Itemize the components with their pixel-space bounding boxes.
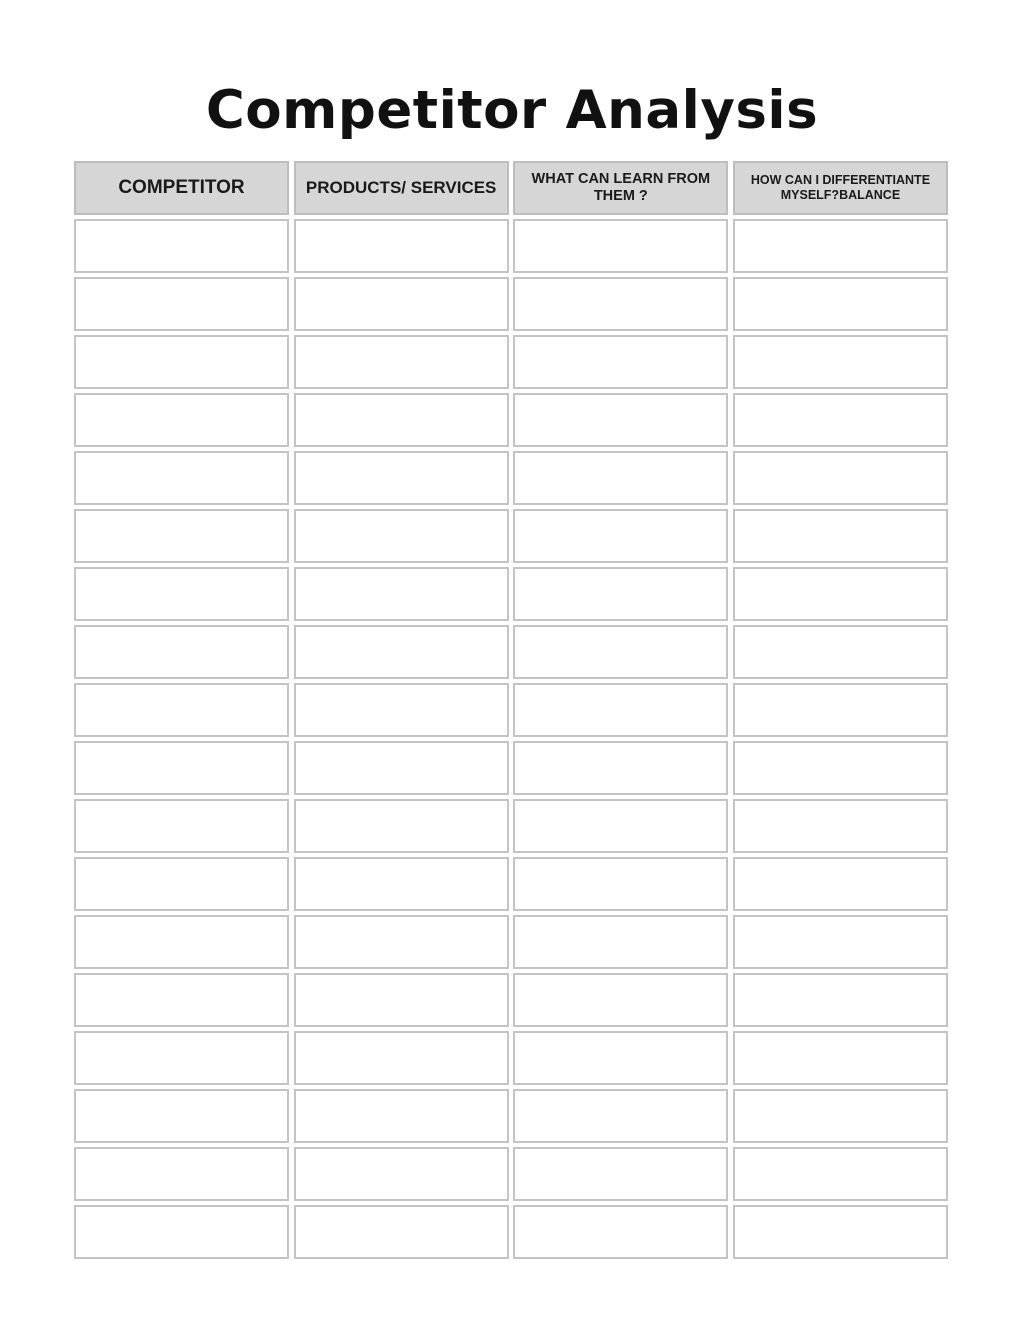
column-header-products-services: PRODUCTS/ SERVICES (294, 161, 509, 215)
table-cell-competitor[interactable] (74, 1205, 289, 1259)
table-row (74, 1147, 948, 1201)
table-cell-what-can-learn[interactable] (513, 741, 728, 795)
table-cell-what-can-learn[interactable] (513, 915, 728, 969)
table-row (74, 1089, 948, 1143)
table-cell-what-can-learn[interactable] (513, 1089, 728, 1143)
table-cell-how-differentiate[interactable] (733, 683, 948, 737)
table-cell-competitor[interactable] (74, 451, 289, 505)
table-row (74, 915, 948, 969)
table-row (74, 625, 948, 679)
table-cell-how-differentiate[interactable] (733, 1031, 948, 1085)
table-cell-what-can-learn[interactable] (513, 277, 728, 331)
table-row (74, 741, 948, 795)
table-row (74, 219, 948, 273)
page-title: Competitor Analysis (205, 80, 819, 141)
table-cell-competitor[interactable] (74, 973, 289, 1027)
table-row (74, 451, 948, 505)
table-cell-what-can-learn[interactable] (513, 625, 728, 679)
table-cell-products-services[interactable] (294, 1147, 509, 1201)
table-row (74, 1031, 948, 1085)
table-row (74, 1205, 948, 1259)
table-cell-what-can-learn[interactable] (513, 219, 728, 273)
table-cell-how-differentiate[interactable] (733, 1147, 948, 1201)
table-cell-products-services[interactable] (294, 567, 509, 621)
table-cell-how-differentiate[interactable] (733, 1089, 948, 1143)
table-cell-what-can-learn[interactable] (513, 1031, 728, 1085)
table-cell-what-can-learn[interactable] (513, 509, 728, 563)
table-cell-how-differentiate[interactable] (733, 857, 948, 911)
table-cell-competitor[interactable] (74, 567, 289, 621)
table-cell-what-can-learn[interactable] (513, 973, 728, 1027)
table-cell-what-can-learn[interactable] (513, 451, 728, 505)
table-cell-products-services[interactable] (294, 277, 509, 331)
table-cell-competitor[interactable] (74, 219, 289, 273)
table-cell-how-differentiate[interactable] (733, 567, 948, 621)
table-cell-products-services[interactable] (294, 625, 509, 679)
table-cell-how-differentiate[interactable] (733, 741, 948, 795)
table-cell-products-services[interactable] (294, 451, 509, 505)
table-row (74, 857, 948, 911)
table-cell-what-can-learn[interactable] (513, 857, 728, 911)
table-cell-what-can-learn[interactable] (513, 335, 728, 389)
table-header-row (74, 161, 948, 215)
column-header-competitor: COMPETITOR (74, 161, 289, 215)
table-cell-products-services[interactable] (294, 1205, 509, 1259)
table-cell-what-can-learn[interactable] (513, 1147, 728, 1201)
table-cell-competitor[interactable] (74, 799, 289, 853)
table-cell-how-differentiate[interactable] (733, 219, 948, 273)
table-cell-competitor[interactable] (74, 509, 289, 563)
table-cell-what-can-learn[interactable] (513, 567, 728, 621)
table-cell-products-services[interactable] (294, 741, 509, 795)
table-cell-products-services[interactable] (294, 973, 509, 1027)
table-cell-competitor[interactable] (74, 393, 289, 447)
table-cell-competitor[interactable] (74, 1147, 289, 1201)
table-cell-how-differentiate[interactable] (733, 393, 948, 447)
column-header-what-can-learn: WHAT CAN LEARN FROM THEM ? (513, 161, 728, 215)
table-cell-how-differentiate[interactable] (733, 509, 948, 563)
table-cell-what-can-learn[interactable] (513, 799, 728, 853)
table-row (74, 799, 948, 853)
table-cell-what-can-learn[interactable] (513, 393, 728, 447)
table-cell-products-services[interactable] (294, 857, 509, 911)
table-cell-how-differentiate[interactable] (733, 625, 948, 679)
table-row (74, 335, 948, 389)
table-row (74, 509, 948, 563)
table-cell-products-services[interactable] (294, 683, 509, 737)
table-cell-competitor[interactable] (74, 625, 289, 679)
table-cell-competitor[interactable] (74, 857, 289, 911)
table-cell-competitor[interactable] (74, 335, 289, 389)
table-cell-products-services[interactable] (294, 219, 509, 273)
table-row (74, 683, 948, 737)
table-row (74, 567, 948, 621)
table-cell-products-services[interactable] (294, 1089, 509, 1143)
table-row (74, 277, 948, 331)
table-cell-what-can-learn[interactable] (513, 683, 728, 737)
table-cell-competitor[interactable] (74, 1031, 289, 1085)
table-cell-products-services[interactable] (294, 915, 509, 969)
table-cell-how-differentiate[interactable] (733, 915, 948, 969)
table-row (74, 973, 948, 1027)
table-cell-how-differentiate[interactable] (733, 973, 948, 1027)
table-cell-how-differentiate[interactable] (733, 451, 948, 505)
table-cell-products-services[interactable] (294, 1031, 509, 1085)
table-cell-competitor[interactable] (74, 683, 289, 737)
table-cell-competitor[interactable] (74, 741, 289, 795)
table-cell-how-differentiate[interactable] (733, 335, 948, 389)
table-cell-competitor[interactable] (74, 277, 289, 331)
table-cell-how-differentiate[interactable] (733, 277, 948, 331)
table-cell-products-services[interactable] (294, 799, 509, 853)
table-cell-competitor[interactable] (74, 915, 289, 969)
table-cell-products-services[interactable] (294, 393, 509, 447)
table-cell-how-differentiate[interactable] (733, 799, 948, 853)
table-body (74, 219, 948, 1263)
table-cell-what-can-learn[interactable] (513, 1205, 728, 1259)
table-row (74, 393, 948, 447)
column-header-how-differentiate: HOW CAN I DIFFERENTIANTE MYSELF?BALANCE (733, 161, 948, 215)
table-cell-how-differentiate[interactable] (733, 1205, 948, 1259)
table-cell-products-services[interactable] (294, 335, 509, 389)
table-cell-products-services[interactable] (294, 509, 509, 563)
table-cell-competitor[interactable] (74, 1089, 289, 1143)
